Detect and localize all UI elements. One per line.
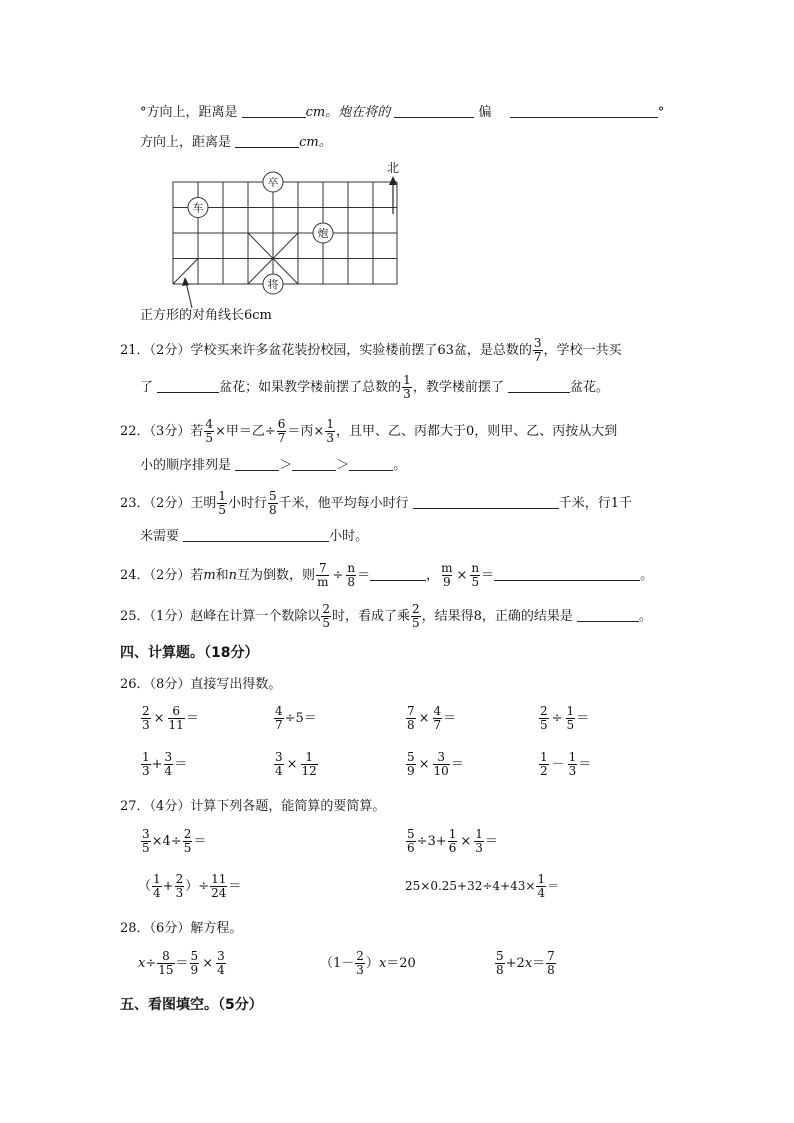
q21-total-blank[interactable]	[157, 378, 219, 393]
operator: ×	[460, 834, 472, 849]
fraction	[168, 705, 185, 732]
q21-text-3: 了	[140, 380, 154, 395]
q21-teaching-blank[interactable]	[508, 378, 570, 393]
fraction	[406, 828, 416, 855]
q22-text-3: ＝丙×	[287, 424, 325, 439]
fraction	[268, 490, 278, 517]
fraction	[546, 950, 556, 977]
numerator: n	[347, 561, 356, 575]
fraction	[157, 950, 174, 977]
numerator: 5	[407, 750, 415, 764]
numerator: 6	[172, 704, 180, 718]
piece-zu: 卒	[267, 176, 279, 189]
q26-expr-7	[405, 751, 464, 778]
denominator: 12	[301, 764, 317, 778]
numerator: 1	[566, 704, 575, 718]
q26-expr-6	[273, 751, 319, 778]
denominator: 3	[175, 886, 184, 900]
var-n: n	[228, 568, 238, 583]
numerator: 1	[403, 373, 411, 387]
q21-text-1: 21．（2分）学校买来许多盆花装扮校园，实验楼前摆了63盆，是总数的	[120, 343, 532, 358]
q21-text-2: ，学校一共买	[543, 343, 622, 358]
fraction	[470, 562, 480, 589]
operator: ÷3+	[416, 834, 447, 849]
numerator: 1	[326, 417, 334, 431]
fraction	[539, 751, 549, 778]
fraction	[566, 705, 576, 732]
q24-blank-1[interactable]	[370, 566, 426, 581]
q21-text-4: 盆花；如果教学楼前摆了总数的	[219, 380, 402, 395]
q26-expr-5	[140, 751, 187, 778]
fraction	[152, 873, 162, 900]
fraction	[433, 705, 443, 732]
var-x: x	[524, 956, 533, 971]
q22-blank-3[interactable]	[349, 456, 393, 471]
fraction	[474, 828, 484, 855]
fraction	[141, 751, 151, 778]
q20-text-c: 偏	[478, 105, 492, 120]
q22-blank-1[interactable]	[235, 456, 279, 471]
denominator: 4	[153, 886, 161, 900]
denominator: 8	[407, 718, 415, 732]
denominator: 4	[537, 886, 546, 900]
divide-sign: ÷	[332, 568, 344, 583]
numerator: 2	[356, 949, 364, 963]
numerator: 8	[162, 949, 170, 963]
denominator: 4	[217, 963, 225, 977]
denominator: m	[317, 575, 329, 589]
denominator: 9	[407, 764, 415, 778]
fraction	[411, 603, 421, 630]
fraction	[175, 873, 185, 900]
q20-text-f: cm。	[299, 135, 332, 150]
denominator: 3	[356, 963, 364, 977]
denominator: 24	[211, 886, 227, 900]
numerator: 3	[217, 949, 225, 963]
fraction	[440, 562, 453, 589]
diagonal-pointer-arrow	[182, 277, 192, 308]
denominator: 3	[142, 764, 150, 778]
denominator: 2	[540, 764, 548, 778]
numerator: 1	[153, 872, 161, 886]
q23-text-2: 小时行	[227, 496, 267, 511]
fraction	[355, 950, 365, 977]
numerator: 4	[205, 417, 213, 431]
q26-title: 26．（8分）直接写出得数。	[120, 677, 282, 692]
fraction	[533, 337, 543, 364]
denominator: 3	[568, 764, 577, 778]
denominator: 11	[168, 718, 184, 732]
equals-sign: ＝	[174, 757, 188, 772]
equals-sign: ＝	[443, 711, 457, 726]
operator: ×	[286, 757, 298, 772]
operator: +	[162, 879, 174, 894]
numerator: 2	[411, 602, 420, 616]
equals-sign: ＝	[547, 879, 560, 893]
denominator: 7	[275, 718, 283, 732]
var-x: x	[378, 956, 387, 971]
numerator: 7	[547, 949, 555, 963]
equals-sign-2: ＝	[481, 568, 495, 583]
fraction	[495, 950, 505, 977]
q24-comma: ，	[426, 568, 440, 583]
q23-text-5: 米需要	[140, 529, 180, 544]
fraction	[433, 751, 450, 778]
operator: ×	[202, 956, 214, 971]
denominator: 5	[540, 718, 548, 732]
q24-text-2: 互为倒数，则	[237, 568, 316, 583]
numerator: 1	[537, 872, 546, 886]
denominator: 8	[496, 963, 504, 977]
operator: +	[151, 757, 163, 772]
q20-text-e: 方向上，距离是	[140, 135, 232, 150]
operator: ×	[418, 711, 430, 726]
q23-time-blank[interactable]	[183, 527, 329, 542]
fraction	[448, 828, 458, 855]
numerator: 2	[322, 602, 330, 616]
denominator: 4	[275, 764, 283, 778]
numerator: 7	[407, 704, 415, 718]
q23-line1	[120, 489, 632, 519]
operator: ÷	[145, 956, 157, 971]
q23-text-3: 千米，他平均每小时行	[278, 496, 409, 511]
denominator: 7	[433, 718, 442, 732]
q21-line2	[140, 373, 609, 403]
operator: ÷5＝	[284, 711, 317, 726]
q22-line2	[140, 456, 406, 476]
expression-text: 25×0.25+32÷4+43×	[405, 879, 536, 893]
greater-than-1: ＞	[279, 458, 293, 473]
equals-sign: ＝	[228, 879, 242, 894]
denominator: 10	[433, 764, 449, 778]
q22-text-5: 小的顺序排列是	[140, 458, 232, 473]
q20-text-b: cm。炮在将的	[305, 105, 391, 120]
left-paren: （	[138, 879, 152, 894]
numerator: 1	[568, 750, 577, 764]
q25-answer-blank[interactable]	[577, 607, 639, 622]
numerator: 4	[433, 704, 442, 718]
q28-eq-2	[320, 950, 416, 977]
q25-text-1: 25．（1分）赵峰在计算一个数除以	[120, 609, 321, 624]
numerator: 1	[142, 750, 150, 764]
q24-line	[120, 561, 653, 591]
q27-expr-2	[405, 828, 498, 855]
denominator: 5	[322, 616, 330, 630]
fraction	[210, 873, 227, 900]
numerator: m	[441, 561, 453, 575]
numerator: 5	[407, 827, 415, 841]
piece-pao: 炮	[317, 227, 329, 240]
denominator: 3	[403, 387, 411, 401]
numerator: 2	[142, 704, 150, 718]
equals-sign: ＝	[576, 711, 590, 726]
numerator: 2	[183, 827, 192, 841]
denominator: 3	[475, 841, 483, 855]
fraction	[274, 705, 284, 732]
equals-sign: ＝	[484, 834, 498, 849]
piece-che: 车	[192, 201, 204, 215]
fraction	[141, 705, 151, 732]
fraction	[190, 950, 200, 977]
numerator: 1	[448, 827, 457, 841]
fraction	[277, 418, 287, 445]
q24-end: 。	[640, 568, 654, 583]
denominator: 7	[533, 350, 542, 364]
q23-text-6: 小时。	[329, 529, 369, 544]
denominator: 5	[142, 841, 150, 855]
q27-expr-3	[138, 873, 241, 900]
operator: +2	[505, 956, 525, 971]
denominator: 5	[205, 431, 213, 445]
north-label: 北	[386, 161, 400, 175]
fraction	[346, 562, 356, 589]
q28-eq-1	[138, 950, 227, 977]
operator: ÷	[551, 711, 563, 726]
q28-title: 28．（6分）解方程。	[120, 921, 243, 936]
q26-expr-1	[140, 705, 199, 732]
section-4-heading: 四、计算题。（18分）	[120, 645, 259, 661]
q20-angle-blank[interactable]	[510, 103, 658, 118]
q26-expr-8	[538, 751, 591, 778]
operator: ×4÷	[151, 834, 182, 849]
fraction	[325, 418, 335, 445]
q26-expr-4	[538, 705, 589, 732]
q20-distance-blank-2[interactable]	[235, 133, 299, 148]
q23-text-1: 23．（2分）王明	[120, 496, 217, 511]
denominator: 9	[190, 963, 199, 977]
section-5-heading: 五、看图填空。（5分）	[120, 997, 263, 1013]
q21-text-6: 盆花。	[569, 380, 609, 395]
q26-expr-3	[405, 705, 456, 732]
numerator: 11	[211, 872, 227, 886]
denominator: 5	[566, 718, 575, 732]
numerator: 3	[164, 750, 173, 764]
numerator: 1	[475, 827, 483, 841]
q20-text-a: °方向上，距离是	[140, 105, 238, 120]
q24-text-1: 24．（2分）若	[120, 568, 204, 583]
equals-sign: ＝	[193, 834, 207, 849]
numerator: 5	[268, 489, 277, 503]
right-paren: ）	[365, 956, 379, 971]
numerator: 1	[305, 750, 313, 764]
equals-sign: ＝	[357, 568, 371, 583]
fraction	[164, 751, 174, 778]
operator: ×	[418, 757, 430, 772]
q22-blank-2[interactable]	[292, 456, 336, 471]
q20-line1	[140, 103, 664, 123]
denominator: 5	[411, 616, 420, 630]
fraction	[274, 751, 284, 778]
greater-than-2: ＞	[336, 458, 350, 473]
fraction	[539, 705, 549, 732]
q22-text-1: 22．（3分）若	[120, 424, 204, 439]
q25-line	[120, 602, 652, 632]
equals-sign: ＝	[175, 956, 189, 971]
left-paren: （1－	[320, 956, 355, 971]
equals-sign: ＝	[532, 956, 546, 971]
q25-text-3: ，结果得8，正确的结果是	[421, 609, 573, 624]
fraction	[321, 603, 331, 630]
denominator: 8	[268, 503, 277, 517]
q24-and: 和	[215, 568, 229, 583]
numerator: 4	[275, 704, 283, 718]
denominator: 7	[277, 431, 286, 445]
denominator: 3	[326, 431, 334, 445]
q23-text-4: 千米，行1千	[558, 496, 633, 511]
q28-eq-3	[494, 950, 557, 977]
denominator: 6	[448, 841, 457, 855]
denominator: 5	[471, 575, 480, 589]
q20-distance-blank-1[interactable]	[242, 103, 306, 118]
fraction	[406, 751, 416, 778]
numerator: 3	[437, 750, 445, 764]
right-paren: ）÷	[185, 879, 210, 894]
operator: ×	[153, 711, 165, 726]
equals-sign: ＝	[450, 757, 464, 772]
fraction	[216, 950, 226, 977]
q23-line2	[140, 527, 368, 547]
chess-grid-figure	[150, 158, 410, 328]
denominator: 5	[218, 503, 226, 517]
denominator: 6	[407, 841, 415, 855]
numerator: 2	[540, 704, 548, 718]
q23-speed-blank[interactable]	[413, 494, 559, 509]
numerator: 1	[218, 489, 226, 503]
q20-text-d: °	[657, 105, 665, 120]
q22-line1	[120, 417, 617, 447]
numerator: 1	[540, 750, 548, 764]
q20-direction-blank[interactable]	[394, 103, 474, 118]
times-sign: ×	[456, 568, 468, 583]
numerator: 3	[533, 336, 542, 350]
numerator: 2	[175, 872, 184, 886]
numerator: 3	[142, 827, 150, 841]
fraction	[536, 873, 546, 900]
fraction	[141, 828, 151, 855]
numerator: 3	[275, 750, 283, 764]
denominator: 8	[347, 575, 356, 589]
denominator: 4	[164, 764, 173, 778]
equals-sign: ＝	[578, 757, 592, 772]
denominator: 9	[443, 575, 451, 589]
q21-text-5: ，教学楼前摆了	[412, 380, 504, 395]
numerator: n	[471, 561, 480, 575]
q22-text-2: ×甲＝乙÷	[214, 424, 276, 439]
q25-end: 。	[639, 609, 653, 624]
q22-text-4: ，且甲、乙、丙都大于0，则甲、乙、丙按从大到	[335, 424, 618, 439]
q27-expr-4	[405, 873, 559, 900]
denominator: 5	[183, 841, 192, 855]
grid-caption: 正方形的对角线长6cm	[140, 308, 272, 323]
fraction	[406, 705, 416, 732]
q21-line1	[120, 336, 622, 366]
fraction	[183, 828, 193, 855]
var-x: x	[138, 956, 146, 971]
fraction	[568, 751, 578, 778]
denominator: 3	[142, 718, 150, 732]
fraction	[316, 562, 329, 589]
q22-end: 。	[393, 458, 407, 473]
q24-blank-2[interactable]	[494, 566, 640, 581]
numerator: 6	[277, 417, 286, 431]
equation-rest: ＝20	[386, 956, 416, 971]
fraction	[204, 418, 214, 445]
q20-line2	[140, 133, 332, 153]
piece-jiang: 将	[267, 278, 279, 291]
fraction	[301, 751, 318, 778]
q26-expr-2	[273, 705, 317, 732]
operator: －	[551, 757, 565, 772]
q25-text-2: 时，看成了乘	[331, 609, 410, 624]
numerator: 7	[318, 561, 327, 575]
fraction	[402, 374, 412, 401]
numerator: 5	[190, 949, 199, 963]
numerator: 5	[496, 949, 504, 963]
equals-sign: ＝	[185, 711, 199, 726]
var-m: m	[203, 568, 216, 583]
denominator: 8	[547, 963, 555, 977]
fraction	[217, 490, 227, 517]
denominator: 15	[158, 963, 174, 977]
q27-title: 27．（4分）计算下列各题，能简算的要简算。	[120, 799, 386, 814]
q27-expr-1	[140, 828, 206, 855]
